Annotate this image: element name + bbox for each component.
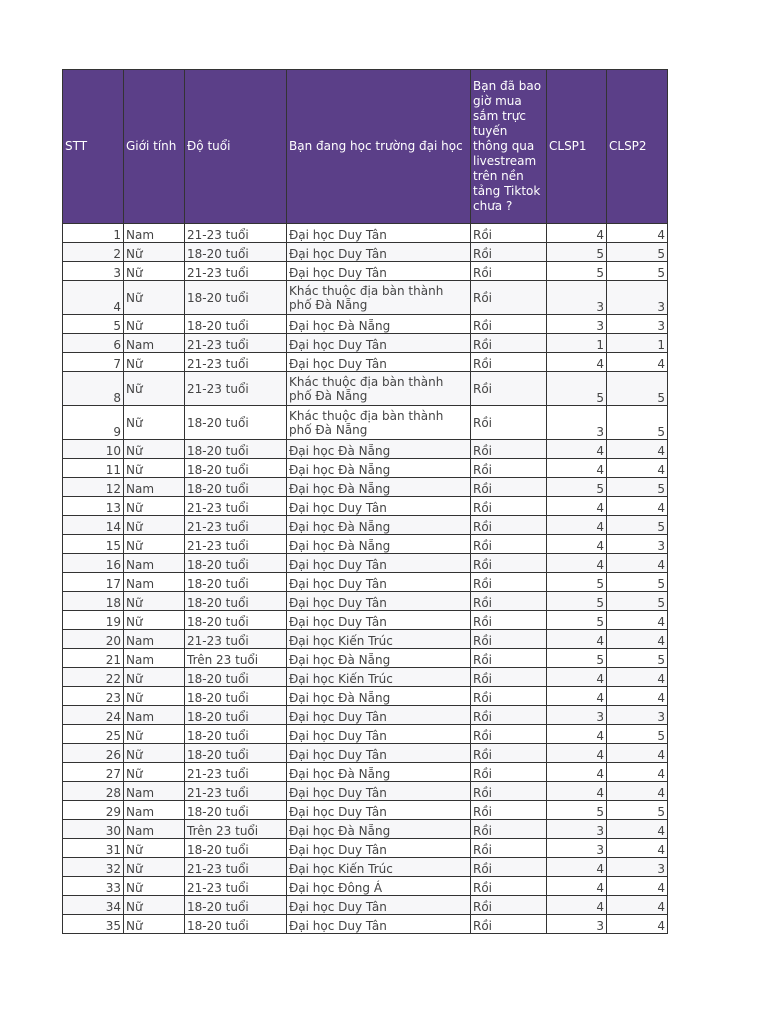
- cell-clsp2[interactable]: 5: [607, 262, 668, 281]
- cell-clsp1[interactable]: 4: [547, 744, 607, 763]
- cell-age[interactable]: Trên 23 tuổi: [185, 820, 287, 839]
- cell-bought[interactable]: Rồi: [471, 440, 547, 459]
- cell-age[interactable]: 18-20 tuổi: [185, 478, 287, 497]
- cell-school[interactable]: Đại học Đà Nẵng: [287, 820, 471, 839]
- cell-gender[interactable]: Nữ: [124, 687, 185, 706]
- cell-gender[interactable]: Nữ: [124, 839, 185, 858]
- cell-clsp1[interactable]: 3: [547, 915, 607, 934]
- cell-school[interactable]: Đại học Duy Tân: [287, 334, 471, 353]
- cell-age[interactable]: 18-20 tuổi: [185, 315, 287, 334]
- cell-clsp2[interactable]: 5: [607, 406, 668, 440]
- table-row: [63, 573, 668, 592]
- cell-gender[interactable]: Nữ: [124, 353, 185, 372]
- cell-age[interactable]: 18-20 tuổi: [185, 459, 287, 478]
- cell-stt[interactable]: 26: [63, 744, 124, 763]
- table-row: [63, 334, 668, 353]
- cell-clsp1[interactable]: 3: [547, 706, 607, 725]
- cell-bought[interactable]: Rồi: [471, 478, 547, 497]
- cell-age[interactable]: 18-20 tuổi: [185, 440, 287, 459]
- table-row: [63, 725, 668, 744]
- header-gender[interactable]: Giới tính: [124, 70, 185, 224]
- cell-age[interactable]: 18-20 tuổi: [185, 725, 287, 744]
- cell-school[interactable]: Đại học Duy Tân: [287, 262, 471, 281]
- cell-stt[interactable]: 6: [63, 334, 124, 353]
- cell-stt[interactable]: 20: [63, 630, 124, 649]
- table-row: [63, 281, 668, 315]
- cell-bought[interactable]: Rồi: [471, 725, 547, 744]
- cell-gender[interactable]: Nam: [124, 782, 185, 801]
- table-row: [63, 611, 668, 630]
- cell-stt[interactable]: 30: [63, 820, 124, 839]
- cell-gender[interactable]: Nữ: [124, 744, 185, 763]
- table-row: [63, 372, 668, 406]
- cell-bought[interactable]: Rồi: [471, 611, 547, 630]
- cell-clsp2[interactable]: 4: [607, 554, 668, 573]
- header-stt[interactable]: STT: [63, 70, 124, 224]
- table-row: [63, 896, 668, 915]
- cell-bought[interactable]: Rồi: [471, 820, 547, 839]
- header-row: [63, 70, 668, 224]
- cell-stt[interactable]: 21: [63, 649, 124, 668]
- table-row: [63, 763, 668, 782]
- cell-bought[interactable]: Rồi: [471, 706, 547, 725]
- cell-age[interactable]: 18-20 tuổi: [185, 554, 287, 573]
- cell-gender[interactable]: Nữ: [124, 243, 185, 262]
- cell-age[interactable]: 18-20 tuổi: [185, 744, 287, 763]
- cell-gender[interactable]: Nữ: [124, 725, 185, 744]
- cell-age[interactable]: 21-23 tuổi: [185, 497, 287, 516]
- table-row: [63, 706, 668, 725]
- cell-gender[interactable]: Nam: [124, 573, 185, 592]
- cell-gender[interactable]: Nữ: [124, 915, 185, 934]
- cell-bought[interactable]: Rồi: [471, 406, 547, 440]
- cell-age[interactable]: 21-23 tuổi: [185, 334, 287, 353]
- cell-clsp2[interactable]: 4: [607, 611, 668, 630]
- cell-school[interactable]: Đại học Duy Tân: [287, 725, 471, 744]
- cell-school[interactable]: Đại học Duy Tân: [287, 497, 471, 516]
- cell-clsp2[interactable]: 1: [607, 334, 668, 353]
- cell-gender[interactable]: Nam: [124, 554, 185, 573]
- cell-clsp1[interactable]: 4: [547, 782, 607, 801]
- cell-stt[interactable]: 13: [63, 497, 124, 516]
- cell-school[interactable]: Khác thuộc địa bàn thành phố Đà Nẵng: [287, 406, 471, 440]
- cell-bought[interactable]: Rồi: [471, 372, 547, 406]
- cell-stt[interactable]: 34: [63, 896, 124, 915]
- cell-stt[interactable]: 5: [63, 315, 124, 334]
- cell-clsp1[interactable]: 4: [547, 725, 607, 744]
- table-row: [63, 554, 668, 573]
- cell-clsp1[interactable]: 5: [547, 573, 607, 592]
- cell-stt[interactable]: 12: [63, 478, 124, 497]
- survey-table: [62, 69, 668, 934]
- cell-clsp2[interactable]: 5: [607, 592, 668, 611]
- cell-gender[interactable]: Nữ: [124, 611, 185, 630]
- cell-gender[interactable]: Nam: [124, 630, 185, 649]
- cell-stt[interactable]: 22: [63, 668, 124, 687]
- cell-stt[interactable]: 18: [63, 592, 124, 611]
- cell-school[interactable]: Đại học Kiến Trúc: [287, 668, 471, 687]
- table-row: [63, 262, 668, 281]
- cell-age[interactable]: 21-23 tuổi: [185, 516, 287, 535]
- cell-clsp2[interactable]: 4: [607, 820, 668, 839]
- cell-stt[interactable]: 10: [63, 440, 124, 459]
- cell-bought[interactable]: Rồi: [471, 573, 547, 592]
- cell-age[interactable]: Trên 23 tuổi: [185, 649, 287, 668]
- header-clsp1[interactable]: CLSP1: [547, 70, 607, 224]
- cell-bought[interactable]: Rồi: [471, 801, 547, 820]
- cell-bought[interactable]: Rồi: [471, 915, 547, 934]
- cell-bought[interactable]: Rồi: [471, 630, 547, 649]
- cell-age[interactable]: 21-23 tuổi: [185, 763, 287, 782]
- cell-bought[interactable]: Rồi: [471, 744, 547, 763]
- cell-gender[interactable]: Nữ: [124, 262, 185, 281]
- cell-clsp2[interactable]: 4: [607, 896, 668, 915]
- cell-school[interactable]: Đại học Đà Nẵng: [287, 535, 471, 554]
- cell-age[interactable]: 21-23 tuổi: [185, 353, 287, 372]
- cell-clsp1[interactable]: 4: [547, 224, 607, 243]
- table-row: [63, 915, 668, 934]
- cell-age[interactable]: 18-20 tuổi: [185, 406, 287, 440]
- cell-clsp1[interactable]: 4: [547, 459, 607, 478]
- cell-school[interactable]: Đại học Duy Tân: [287, 839, 471, 858]
- cell-bought[interactable]: Rồi: [471, 497, 547, 516]
- cell-clsp1[interactable]: 4: [547, 858, 607, 877]
- cell-bought[interactable]: Rồi: [471, 516, 547, 535]
- cell-clsp2[interactable]: 5: [607, 372, 668, 406]
- cell-age[interactable]: 18-20 tuổi: [185, 915, 287, 934]
- cell-clsp1[interactable]: 5: [547, 611, 607, 630]
- cell-school[interactable]: Đại học Đà Nẵng: [287, 763, 471, 782]
- cell-clsp1[interactable]: 4: [547, 877, 607, 896]
- cell-bought[interactable]: Rồi: [471, 687, 547, 706]
- cell-clsp2[interactable]: 5: [607, 478, 668, 497]
- cell-bought[interactable]: Rồi: [471, 262, 547, 281]
- cell-age[interactable]: 21-23 tuổi: [185, 782, 287, 801]
- cell-stt[interactable]: 1: [63, 224, 124, 243]
- cell-gender[interactable]: Nam: [124, 706, 185, 725]
- cell-clsp1[interactable]: 4: [547, 497, 607, 516]
- cell-gender[interactable]: Nữ: [124, 896, 185, 915]
- cell-age[interactable]: 18-20 tuổi: [185, 687, 287, 706]
- cell-gender[interactable]: Nam: [124, 801, 185, 820]
- cell-school[interactable]: Đại học Duy Tân: [287, 744, 471, 763]
- table-row: [63, 687, 668, 706]
- cell-stt[interactable]: 33: [63, 877, 124, 896]
- cell-clsp1[interactable]: 4: [547, 440, 607, 459]
- cell-gender[interactable]: Nữ: [124, 497, 185, 516]
- cell-age[interactable]: 18-20 tuổi: [185, 592, 287, 611]
- table-row: [63, 516, 668, 535]
- cell-school[interactable]: Đại học Duy Tân: [287, 801, 471, 820]
- cell-clsp1[interactable]: 5: [547, 243, 607, 262]
- cell-stt[interactable]: 2: [63, 243, 124, 262]
- cell-clsp2[interactable]: 3: [607, 281, 668, 315]
- cell-school[interactable]: Đại học Duy Tân: [287, 896, 471, 915]
- cell-clsp2[interactable]: 4: [607, 782, 668, 801]
- cell-school[interactable]: Đại học Duy Tân: [287, 782, 471, 801]
- cell-gender[interactable]: Nữ: [124, 668, 185, 687]
- cell-stt[interactable]: 32: [63, 858, 124, 877]
- table-body: [63, 224, 668, 934]
- cell-bought[interactable]: Rồi: [471, 459, 547, 478]
- cell-stt[interactable]: 7: [63, 353, 124, 372]
- cell-gender[interactable]: Nữ: [124, 440, 185, 459]
- cell-age[interactable]: 18-20 tuổi: [185, 281, 287, 315]
- cell-clsp2[interactable]: 5: [607, 243, 668, 262]
- table-row: [63, 406, 668, 440]
- cell-age[interactable]: 18-20 tuổi: [185, 243, 287, 262]
- table-row: [63, 592, 668, 611]
- cell-school[interactable]: Đại học Đà Nẵng: [287, 649, 471, 668]
- cell-clsp1[interactable]: 3: [547, 839, 607, 858]
- cell-bought[interactable]: Rồi: [471, 535, 547, 554]
- cell-clsp2[interactable]: 5: [607, 649, 668, 668]
- cell-bought[interactable]: Rồi: [471, 763, 547, 782]
- cell-clsp1[interactable]: 3: [547, 406, 607, 440]
- cell-school[interactable]: Đại học Đà Nẵng: [287, 440, 471, 459]
- cell-gender[interactable]: Nữ: [124, 516, 185, 535]
- cell-stt[interactable]: 31: [63, 839, 124, 858]
- cell-bought[interactable]: Rồi: [471, 334, 547, 353]
- table-row: [63, 535, 668, 554]
- table-row: [63, 440, 668, 459]
- cell-age[interactable]: 18-20 tuổi: [185, 668, 287, 687]
- cell-clsp2[interactable]: 5: [607, 801, 668, 820]
- cell-school[interactable]: Đại học Kiến Trúc: [287, 858, 471, 877]
- cell-gender[interactable]: Nữ: [124, 406, 185, 440]
- table-row: [63, 820, 668, 839]
- cell-age[interactable]: 18-20 tuổi: [185, 573, 287, 592]
- table-row: [63, 315, 668, 334]
- cell-age[interactable]: 18-20 tuổi: [185, 706, 287, 725]
- cell-gender[interactable]: Nam: [124, 334, 185, 353]
- cell-gender[interactable]: Nữ: [124, 315, 185, 334]
- cell-clsp2[interactable]: 4: [607, 763, 668, 782]
- cell-school[interactable]: Đại học Duy Tân: [287, 224, 471, 243]
- cell-clsp2[interactable]: 5: [607, 573, 668, 592]
- table-row: [63, 858, 668, 877]
- cell-clsp2[interactable]: 3: [607, 315, 668, 334]
- table-row: [63, 668, 668, 687]
- cell-clsp2[interactable]: 3: [607, 535, 668, 554]
- cell-clsp1[interactable]: 4: [547, 353, 607, 372]
- cell-clsp2[interactable]: 4: [607, 353, 668, 372]
- header-school[interactable]: Bạn đang học trường đại học: [287, 70, 471, 224]
- cell-age[interactable]: 18-20 tuổi: [185, 611, 287, 630]
- cell-stt[interactable]: 3: [63, 262, 124, 281]
- cell-clsp2[interactable]: 4: [607, 915, 668, 934]
- cell-clsp2[interactable]: 4: [607, 630, 668, 649]
- cell-stt[interactable]: 11: [63, 459, 124, 478]
- cell-age[interactable]: 21-23 tuổi: [185, 858, 287, 877]
- cell-clsp1[interactable]: 5: [547, 262, 607, 281]
- cell-bought[interactable]: Rồi: [471, 281, 547, 315]
- cell-stt[interactable]: 4: [63, 281, 124, 315]
- cell-school[interactable]: Đại học Đà Nẵng: [287, 516, 471, 535]
- cell-clsp2[interactable]: 5: [607, 516, 668, 535]
- table-row: [63, 459, 668, 478]
- cell-age[interactable]: 21-23 tuổi: [185, 535, 287, 554]
- cell-age[interactable]: 21-23 tuổi: [185, 224, 287, 243]
- cell-clsp1[interactable]: 4: [547, 535, 607, 554]
- cell-clsp1[interactable]: 5: [547, 372, 607, 406]
- cell-bought[interactable]: Rồi: [471, 782, 547, 801]
- cell-clsp1[interactable]: 5: [547, 649, 607, 668]
- cell-bought[interactable]: Rồi: [471, 315, 547, 334]
- cell-clsp2[interactable]: 4: [607, 668, 668, 687]
- cell-school[interactable]: Đại học Kiến Trúc: [287, 630, 471, 649]
- cell-clsp1[interactable]: 1: [547, 334, 607, 353]
- cell-clsp2[interactable]: 3: [607, 706, 668, 725]
- cell-school[interactable]: Đại học Duy Tân: [287, 243, 471, 262]
- cell-gender[interactable]: Nữ: [124, 372, 185, 406]
- cell-stt[interactable]: 28: [63, 782, 124, 801]
- cell-stt[interactable]: 35: [63, 915, 124, 934]
- cell-clsp1[interactable]: 5: [547, 478, 607, 497]
- cell-bought[interactable]: Rồi: [471, 649, 547, 668]
- cell-clsp1[interactable]: 4: [547, 896, 607, 915]
- cell-bought[interactable]: Rồi: [471, 592, 547, 611]
- header-age[interactable]: Độ tuổi: [185, 70, 287, 224]
- cell-school[interactable]: Đại học Đông Á: [287, 877, 471, 896]
- cell-gender[interactable]: Nữ: [124, 281, 185, 315]
- cell-bought[interactable]: Rồi: [471, 668, 547, 687]
- cell-school[interactable]: Đại học Duy Tân: [287, 353, 471, 372]
- cell-stt[interactable]: 17: [63, 573, 124, 592]
- cell-school[interactable]: Khác thuộc địa bàn thành phố Đà Nẵng: [287, 281, 471, 315]
- cell-clsp2[interactable]: 4: [607, 497, 668, 516]
- table-row: [63, 649, 668, 668]
- table-row: [63, 744, 668, 763]
- cell-stt[interactable]: 23: [63, 687, 124, 706]
- cell-clsp2[interactable]: 4: [607, 224, 668, 243]
- cell-clsp2[interactable]: 4: [607, 877, 668, 896]
- table-row: [63, 478, 668, 497]
- cell-gender[interactable]: Nam: [124, 649, 185, 668]
- cell-stt[interactable]: 8: [63, 372, 124, 406]
- cell-school[interactable]: Đại học Đà Nẵng: [287, 478, 471, 497]
- cell-bought[interactable]: Rồi: [471, 839, 547, 858]
- cell-gender[interactable]: Nữ: [124, 535, 185, 554]
- table-row: [63, 224, 668, 243]
- cell-age[interactable]: 21-23 tuổi: [185, 630, 287, 649]
- cell-clsp1[interactable]: 3: [547, 315, 607, 334]
- cell-gender[interactable]: Nam: [124, 820, 185, 839]
- cell-age[interactable]: 18-20 tuổi: [185, 839, 287, 858]
- cell-clsp2[interactable]: 4: [607, 839, 668, 858]
- cell-bought[interactable]: Rồi: [471, 353, 547, 372]
- cell-school[interactable]: Đại học Duy Tân: [287, 915, 471, 934]
- table-row: [63, 782, 668, 801]
- cell-bought[interactable]: Rồi: [471, 243, 547, 262]
- table-row: [63, 877, 668, 896]
- cell-school[interactable]: Đại học Duy Tân: [287, 573, 471, 592]
- cell-bought[interactable]: Rồi: [471, 224, 547, 243]
- cell-school[interactable]: Đại học Duy Tân: [287, 611, 471, 630]
- cell-clsp2[interactable]: 4: [607, 440, 668, 459]
- cell-age[interactable]: 18-20 tuổi: [185, 801, 287, 820]
- cell-age[interactable]: 21-23 tuổi: [185, 877, 287, 896]
- cell-gender[interactable]: Nữ: [124, 592, 185, 611]
- cell-age[interactable]: 18-20 tuổi: [185, 896, 287, 915]
- cell-gender[interactable]: Nữ: [124, 459, 185, 478]
- table-row: [63, 839, 668, 858]
- table-row: [63, 243, 668, 262]
- cell-clsp2[interactable]: 3: [607, 858, 668, 877]
- cell-clsp1[interactable]: 5: [547, 592, 607, 611]
- table-row: [63, 630, 668, 649]
- cell-gender[interactable]: Nữ: [124, 763, 185, 782]
- header-bought[interactable]: Bạn đã bao giờ mua sắm trực tuyến thông qua livestream trên nền tảng Tiktok chưa ?: [471, 70, 547, 224]
- cell-clsp1[interactable]: 5: [547, 801, 607, 820]
- table-header: [63, 70, 668, 224]
- cell-clsp2[interactable]: 5: [607, 725, 668, 744]
- cell-clsp2[interactable]: 4: [607, 459, 668, 478]
- cell-school[interactable]: Đại học Duy Tân: [287, 706, 471, 725]
- table-row: [63, 353, 668, 372]
- cell-bought[interactable]: Rồi: [471, 554, 547, 573]
- cell-gender[interactable]: Nữ: [124, 858, 185, 877]
- cell-school[interactable]: Đại học Đà Nẵng: [287, 315, 471, 334]
- cell-clsp1[interactable]: 4: [547, 687, 607, 706]
- cell-clsp2[interactable]: 4: [607, 687, 668, 706]
- cell-clsp1[interactable]: 3: [547, 820, 607, 839]
- cell-stt[interactable]: 14: [63, 516, 124, 535]
- cell-clsp1[interactable]: 4: [547, 630, 607, 649]
- cell-clsp1[interactable]: 4: [547, 763, 607, 782]
- cell-school[interactable]: Đại học Đà Nẵng: [287, 459, 471, 478]
- cell-stt[interactable]: 16: [63, 554, 124, 573]
- cell-bought[interactable]: Rồi: [471, 877, 547, 896]
- cell-stt[interactable]: 9: [63, 406, 124, 440]
- cell-stt[interactable]: 27: [63, 763, 124, 782]
- cell-gender[interactable]: Nam: [124, 478, 185, 497]
- cell-school[interactable]: Khác thuộc địa bàn thành phố Đà Nẵng: [287, 372, 471, 406]
- table-row: [63, 801, 668, 820]
- table-row: [63, 497, 668, 516]
- cell-school[interactable]: Đại học Duy Tân: [287, 554, 471, 573]
- cell-stt[interactable]: 25: [63, 725, 124, 744]
- cell-stt[interactable]: 24: [63, 706, 124, 725]
- cell-stt[interactable]: 15: [63, 535, 124, 554]
- cell-gender[interactable]: Nam: [124, 224, 185, 243]
- header-clsp2[interactable]: CLSP2: [607, 70, 668, 224]
- cell-age[interactable]: 21-23 tuổi: [185, 372, 287, 406]
- cell-clsp2[interactable]: 4: [607, 744, 668, 763]
- cell-stt[interactable]: 19: [63, 611, 124, 630]
- cell-clsp1[interactable]: 4: [547, 668, 607, 687]
- cell-bought[interactable]: Rồi: [471, 896, 547, 915]
- cell-clsp1[interactable]: 4: [547, 554, 607, 573]
- cell-clsp1[interactable]: 4: [547, 516, 607, 535]
- cell-clsp1[interactable]: 3: [547, 281, 607, 315]
- cell-age[interactable]: 21-23 tuổi: [185, 262, 287, 281]
- cell-school[interactable]: Đại học Đà Nẵng: [287, 687, 471, 706]
- cell-school[interactable]: Đại học Duy Tân: [287, 592, 471, 611]
- cell-gender[interactable]: Nữ: [124, 877, 185, 896]
- cell-bought[interactable]: Rồi: [471, 858, 547, 877]
- cell-stt[interactable]: 29: [63, 801, 124, 820]
